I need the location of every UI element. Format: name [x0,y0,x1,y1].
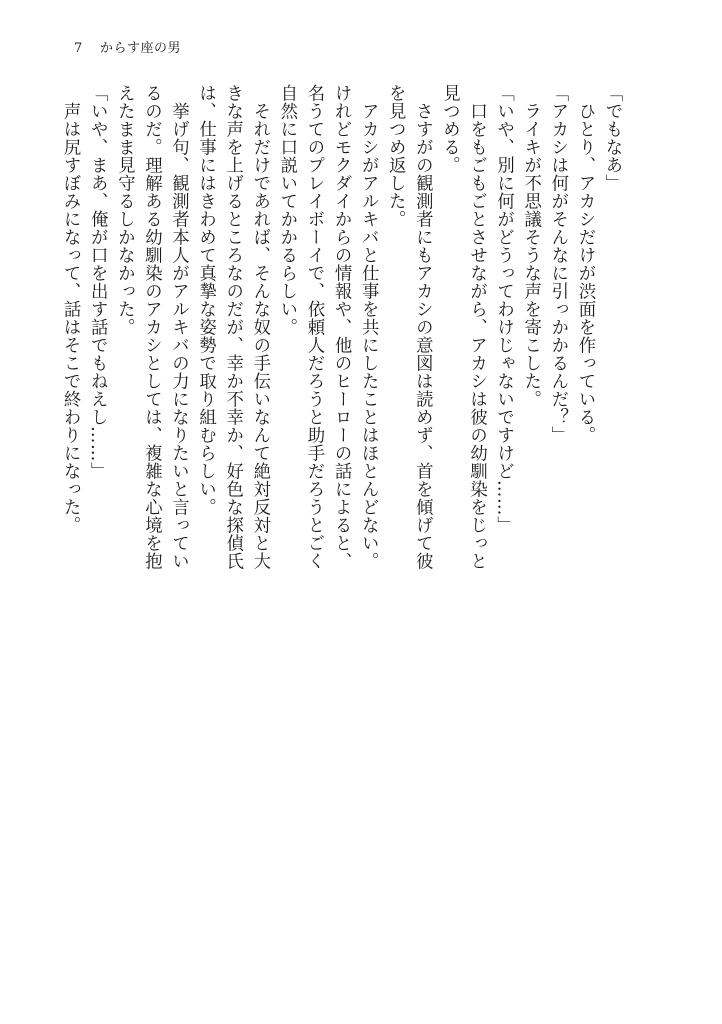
text-line: 声は尻すぼみになって、話はそこで終わりになった。 [60,84,81,534]
running-title: からす座の男 [100,41,182,56]
text-line: 自然に口説いてかかるらしい。 [276,84,297,336]
page-header [74,37,181,56]
text-line: 「いや、別に何がどうってわけじゃないですけど……」 [493,84,514,534]
text-line: 口をもごもごとさせながら、アカシは彼の幼馴染をじっと [466,84,487,570]
text-line: 「でもなあ」 [602,84,622,192]
text-line: さすがの観測者にもアカシの意図は読めず、首を傾げて彼 [412,84,433,570]
text-line: きな声を上げるところなのだが、幸か不幸か、好色な探偵氏 [222,84,243,570]
text-line: アカシがアルキバと仕事を共にしたことはほとんどない。 [358,84,379,570]
text-line: ライキが不思議そうな声を寄こした。 [520,84,541,408]
text-line: 名うてのプレイボーイで、依頼人だろうと助手だろうとごく [303,84,324,570]
vertical-body-text [56,84,625,584]
text-line: 挙げ句、観測者本人がアルキバの力になりたいと言ってい [168,84,189,570]
text-line: 「アカシは何がそんなに引っかかるんだ？」 [547,84,568,444]
text-line: は、仕事にはきわめて真摯な姿勢で取り組むらしい。 [195,84,216,516]
text-line: それだけであれば、そんな奴の手伝いなんて絶対反対と大 [249,84,270,570]
text-line: えたまま見守るしかなかった。 [114,84,135,336]
page-number: 7 [74,41,83,56]
text-line: 見つめる。 [439,84,460,174]
text-line: けれどモクダイからの情報や、他のヒーローの話によると、 [331,84,352,570]
text-line: るのだ。理解ある幼馴染のアカシとしては、複雑な心境を抱 [141,84,162,570]
text-line: を見つめ返した。 [385,84,406,228]
text-line: ひとり、アカシだけが渋面を作っている。 [574,84,595,444]
text-line: 「いや、まあ、俺が口を出す話でもねえし……」 [87,84,108,480]
